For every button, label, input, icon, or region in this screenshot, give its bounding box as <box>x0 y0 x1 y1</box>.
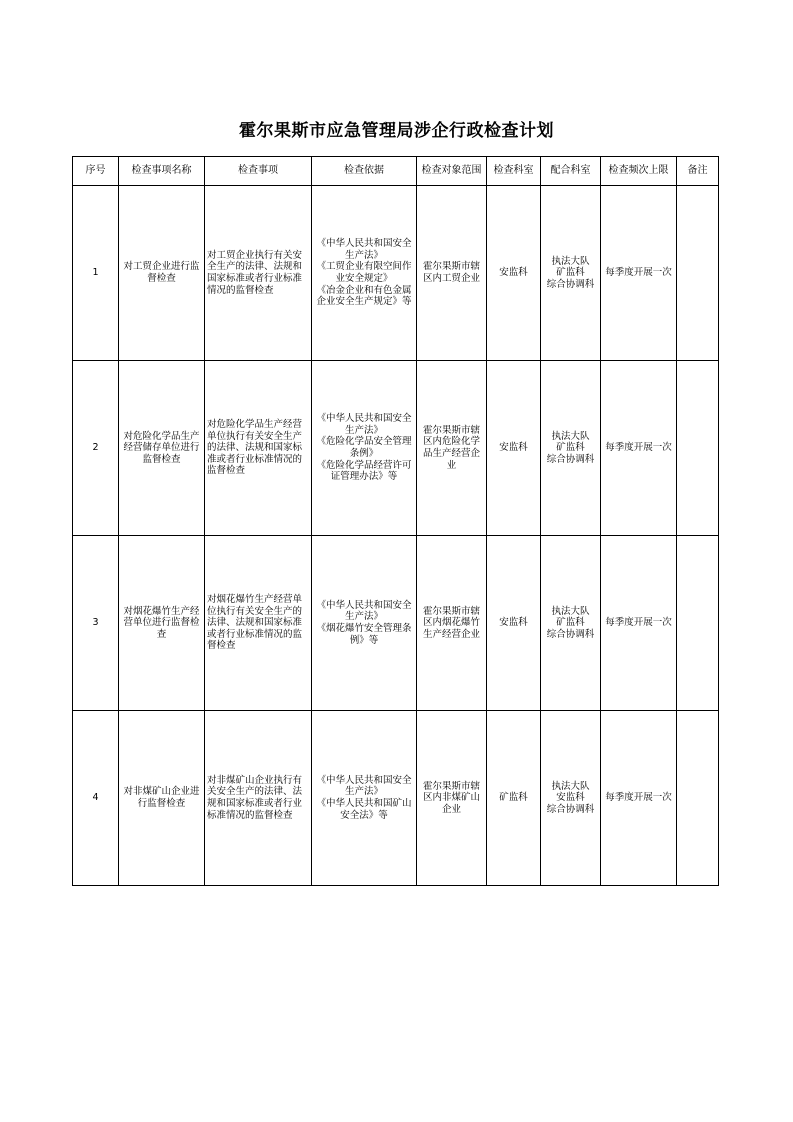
page-title: 霍尔果斯市应急管理局涉企行政检查计划 <box>239 121 554 141</box>
header-item: 检查事项 <box>205 157 312 186</box>
cell-remark <box>677 536 719 711</box>
table-row <box>73 711 719 886</box>
coop-line: 综合协调科 <box>546 453 595 465</box>
coop-line: 矿监科 <box>556 442 585 454</box>
cell-basis <box>312 536 417 711</box>
header-row <box>73 157 719 186</box>
cell-basis <box>312 361 417 536</box>
header-no: 序号 <box>73 157 119 186</box>
cell-name: 对烟花爆竹生产经营单位进行监督检查 <box>119 536 205 711</box>
cell-freq: 每季度开展一次 <box>601 361 677 536</box>
header-dept: 检查科室 <box>487 157 541 186</box>
coop-line: 矿监科 <box>556 617 585 629</box>
basis-line: 《中华人民共和国安全生产法》 <box>316 774 412 798</box>
cell-scope: 霍尔果斯市辖区内工贸企业 <box>417 186 487 361</box>
cell-freq: 每季度开展一次 <box>601 711 677 886</box>
table-row <box>73 536 719 711</box>
header-remark: 备注 <box>677 157 719 186</box>
coop-line: 执法大队 <box>551 430 590 442</box>
cell-item: 对烟花爆竹生产经营单位执行有关安全生产的法律、法规和国家标准或者行业标准情况的监督检查 <box>205 536 312 711</box>
cell-item: 对非煤矿山企业执行有关安全生产的法律、法规和国家标准或者行业标准情况的监督检查 <box>205 711 312 886</box>
basis-line: 《中华人民共和国安全生产法》 <box>316 599 412 623</box>
header-scope: 检查对象范围 <box>417 157 487 186</box>
cell-scope: 霍尔果斯市辖区内危险化学品生产经营企业 <box>417 361 487 536</box>
header-name: 检查事项名称 <box>119 157 205 186</box>
inspection-plan-table <box>72 156 719 886</box>
cell-freq: 每季度开展一次 <box>601 536 677 711</box>
cell-name: 对工贸企业进行监督检查 <box>119 186 205 361</box>
cell-scope: 霍尔果斯市辖区内烟花爆竹生产经营企业 <box>417 536 487 711</box>
cell-coop <box>541 711 601 886</box>
basis-line: 《中华人民共和国安全生产法》 <box>316 238 412 261</box>
cell-scope: 霍尔果斯市辖区内非煤矿山企业 <box>417 711 487 886</box>
table-row <box>73 186 719 361</box>
coop-line: 矿监科 <box>556 267 585 279</box>
basis-line: 《中华人民共和国矿山安全法》等 <box>316 798 412 821</box>
coop-line: 综合协调科 <box>546 628 595 640</box>
header-basis: 检查依据 <box>312 157 417 186</box>
cell-remark <box>677 711 719 886</box>
basis-line: 《危险化学品安全管理条例》 <box>316 436 412 459</box>
header-coop: 配合科室 <box>541 157 601 186</box>
cell-dept: 矿监科 <box>487 711 541 886</box>
coop-line: 执法大队 <box>551 605 590 617</box>
cell-no: 2 <box>73 361 119 536</box>
cell-coop <box>541 361 601 536</box>
cell-basis <box>312 186 417 361</box>
cell-item: 对危险化学品生产经营单位执行有关安全生产的法律、法规和国家标准或者行业标准情况的监督检查 <box>205 361 312 536</box>
cell-dept: 安监科 <box>487 186 541 361</box>
coop-line: 综合协调科 <box>546 803 595 815</box>
cell-freq: 每季度开展一次 <box>601 186 677 361</box>
cell-no: 3 <box>73 536 119 711</box>
coop-line: 执法大队 <box>551 780 590 792</box>
header-freq: 检查频次上限 <box>601 157 677 186</box>
cell-name: 对危险化学品生产经营储存单位进行监督检查 <box>119 361 205 536</box>
basis-line: 《中华人民共和国安全生产法》 <box>316 413 412 436</box>
cell-coop <box>541 536 601 711</box>
cell-no: 1 <box>73 186 119 361</box>
cell-remark <box>677 361 719 536</box>
basis-line: 《危险化学品经营许可证管理办法》等 <box>316 459 412 483</box>
cell-no: 4 <box>73 711 119 886</box>
coop-line: 综合协调科 <box>546 278 595 290</box>
cell-dept: 安监科 <box>487 361 541 536</box>
cell-coop <box>541 186 601 361</box>
basis-line: 《工贸企业有限空间作业安全规定》 <box>316 261 412 284</box>
table-row <box>73 361 719 536</box>
cell-basis <box>312 711 417 886</box>
basis-line: 《冶金企业和有色金属企业安全生产规定》等 <box>316 284 412 308</box>
cell-name: 对非煤矿山企业进行监督检查 <box>119 711 205 886</box>
coop-line: 安监科 <box>556 792 585 804</box>
coop-line: 执法大队 <box>551 255 590 267</box>
cell-remark <box>677 186 719 361</box>
cell-item: 对工贸企业执行有关安全生产的法律、法规和国家标准或者行业标准情况的监督检查 <box>205 186 312 361</box>
cell-dept: 安监科 <box>487 536 541 711</box>
basis-line: 《烟花爆竹安全管理条例》等 <box>316 623 412 646</box>
